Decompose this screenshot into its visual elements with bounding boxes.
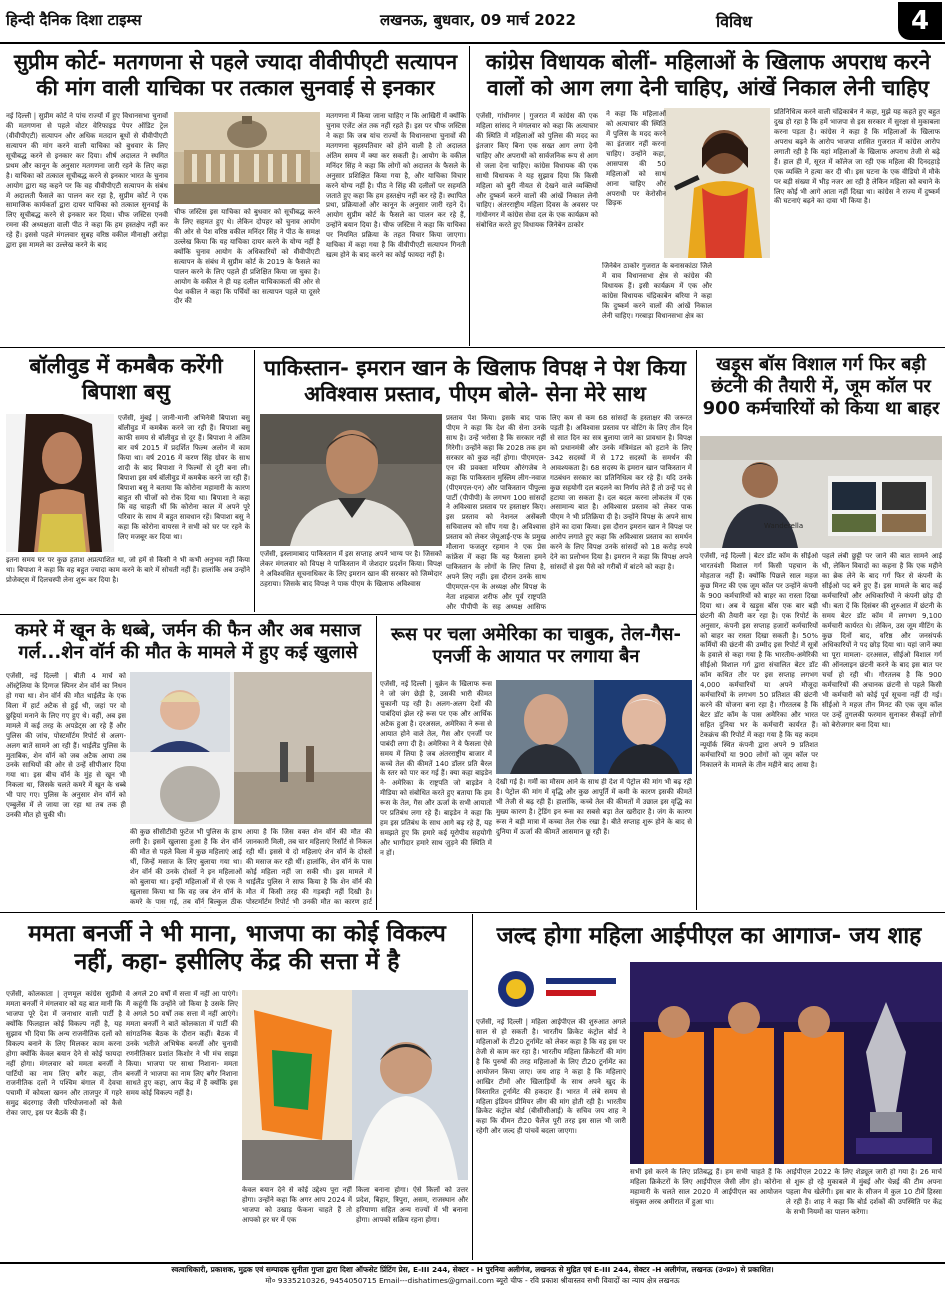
- mamata-body-4: किला बनाना होगा। ऐसे किलों को उत्तर प्रदेश, बिहार, त्रिपुरा, असम, राजस्थान और हरियाणा सहित अन्य राज्यों में भी बनाना होगा। आपको सक्रिय रहना होगा।: [356, 1186, 468, 1224]
- congress-body-4: प्रतिनिधित्व करने वाली चंद्रिकाबेन ने कहा, मुझे यह कहते हुए बहुत दुख हो रहा है कि हमें भाजपा से इस सरकार में सुरक्षा से मुकाबला करना पड़ता है। कांग्रेस ने कहा है कि महिलाओं के खिलाफ अपराध बढ़ने के आरोप भाजपा शासित गुजरात में कांग्रेस आरोप लगाती रही है कि यहां महिलाओं के खिलाफ अपराध तेजी से बढ़े हैं। हाल ही में, सूरत में कॉलेज जा रही एक महिला की दिनदहाड़े एक व्यक्ति ने हत्या कर दी थी। इस घटना के एक वीडियो में मौके पर बड़ी संख्या में भीड़ नजर आ रही है लेकिन महिला को बचाने के लिए कोई भी आगे आता नहीं दिखा था। कांग्रेस ने राज्य में दुष्कर्म की घटनाएं बढ़ने का दावा भी किया है।: [774, 108, 940, 206]
- russia-headline: रूस पर चला अमेरिका का चाबुक, तेल-गैस-एनर्जी के आयात पर लगाया बैन: [391, 624, 681, 667]
- sc-body-2: चीफ जस्टिस इस याचिका को बुधवार को सूचीबद्ध करने के लिए सहमत हुए थे। लेकिन दोपहर को चुनाव आयोग की ओर से पेश वरिष्ठ वकील मनिंदर सिंह ने पीठ के समक्ष उल्लेख किया कि यह याचिका दायर करने के योग्य नहीं है क्योंकि चुनाव आयोग के अधिकारियों को वीवीपीएटी सत्यापन के संबंध में सुप्रीम कोर्ट के 2019 के फैसले का पालन करने के लिए पहले ही प्रशिक्षित किया जा चुका है। आयोग के वकील ने ही यह दलील याचिकाकर्ता की ओर से पेश वकील ने कहा कि पर्चियों का सत्यापन पहले या दूसरे दौर की: [174, 208, 320, 306]
- mamata-rally-photo: [242, 990, 468, 1180]
- sc-body-3: मतगणना में किया जाना चाहिए न कि आखिरी में क्योंकि चुनाव एजेंट अंत तक नहीं रहते हैं। इस पर चीफ जस्टिस ने कहा कि जब यांच राज्यों के विधानसभा चुनावों की मतगणना बृहस्पतिवार को होने वाली है तो अदालत अंतिम समय में क्या कर सकती है। आयोग के वकील मनिंदर सिंह ने कहा कि लोगों को अदालत के फैसले के अनुसार प्रशिक्षित किया गया है, और याचिका विचार करने योग्य नहीं है। पीठ ने सिंह की दलीलों पर सहमति जताते हुए कहा कि हम हस्तक्षेप नहीं कर रहे हैं। स्थापित प्रथा, प्रक्रियाओं और कानून के अनुसार जारी रहने दें। आयोग सुप्रीम कोर्ट के फैसले का पालन कर रहे हैं, उन्होंने बयान दिया है। चीफ जस्टिस ने कहा कि याचिका पर नियमित प्रक्रिया के तहत विचार किया जाएगा। याचिका में कहा गया है कि वीवीपीएटी सत्यापन गिनती खत्म होने के बाद करने का कोई फायदा नहीं है।: [326, 112, 466, 260]
- bipasha-body-1: एजेंसी, मुंबई | जानी-मानी अभिनेत्री बिपाशा बसु बॉलीवुड में कमबैक करने जा रही हैं। बिपाशा बसु काफी समय से बॉलीवुड से दूर हैं। बिपाशा ने अंतिम बार वर्ष 2015 में प्रदर्शित फिल्म अलोन में काम किया था। वर्ष 2016 में करण सिंह ग्रोवर के साथ शादी के बाद बिपाशा ने फिल्मों से दूरी बना ली। बिपाशा इस वर्ष बॉलीवुड में कमबैक करने जा रही हैं। बिपाशा बसु ने बताया कि कोरोना महामारी के कारण बाहुत सी चीजों को रोक दिया था। बिपाशा ने कहा कि वह चाहती थीं कि कोरोना काल में अपने पूरे परिवार के साथ में बहुत सावधान रहें। बिपाशा बसु ने कहा कि कोरोना वायरस ने सभी को घर पर रहने के लिए मजबूर कर दिया था।: [118, 414, 250, 542]
- mamata-headline: ममता बनर्जी ने भी माना, भाजपा का कोई विकल्प नहीं, कहा- इसीलिए केंद्र की सत्ता में है: [28, 921, 446, 976]
- imprint-footer: [0, 1262, 945, 1297]
- page-number: 4: [898, 2, 942, 40]
- bipasha-headline: बॉलीवुड में कमबैक करेंगी बिपाशा बसु: [29, 354, 223, 404]
- ipl-body-1: एजेंसी, नई दिल्ली | महिला आईपीएल की शुरुआत अगले साल से हो सकती है। भारतीय क्रिकेट कंट्रोल बोर्ड ने महिलाओं के टी20 टूर्नामेंट को लेकर कहा है कि वह इस पर तेजी से काम कर रहा है। भारतीय महिला क्रिकेटरों की मांग है कि पुरुषों की तरह महिलाओं के लिए टी20 टूर्नामेंट का आयोजन किया जाए। जय शाह ने कहा है कि महिलाएं आखिर टीमों और खिलाड़ियों के साथ अपने खुद के विस्तारित टूर्नामेंट की हकदार हैं। भारत में लंबे समय से महिला इंडियन प्रीमियर लीग की मांग होती रही है। भारतीय क्रिकेट कंट्रोल बोर्ड (बीसीसीआई) के सचिव जय शाह ने कहा कि वीमन टी20 चैलेंज पूरी तरह इस साल भी जारी रहेगी और जल्द ही पांचवें बदला जाएगा।: [476, 1018, 626, 1136]
- mamata-body-1: एजेंसी, कोलकाता | तृणमूल कांग्रेस सुप्रीमो ममता बनर्जी ने मंगलवार को यह बात मानी कि भाजपा पूरे देश में जनाधार वाली पार्टी है क्योंकि फिलहाल कोई विकल्प नहीं है, यह सुझाव भी दिया कि अन्य राजनीतिक दलों को विकल्प बनाने के लिए मिलकर काम करना होगा क्योंकि केवल बयान देने से कोई फायदा नहीं होगा। मंगलवार को ममता बनर्जी ने पार्टियों का नाम लिए बगैर कहा, तीन राजनीतिक दलों ने पश्चिम बंगाल में देवचा पचामी में कोयला खनन और ताजपुर में गहरे समुद्र बंदरगाह जैसी परियोजनाओं को कैसे रोका जाए, इस पर बैठकें की हैं।: [6, 990, 122, 1118]
- russia-body-2: देखी गई है। गर्मी का मौसम आने के साथ ही देश में पेट्रोल की मांग भी बढ़ रही है। पेट्रोल की मांग में वृद्धि और कुछ आपूर्ति में कमी के कारण इसकी कीमतें भी तेजी से बढ़ रही हैं। हालांकि, कच्चे तेल की कीमतों में उछाल इस वृद्धि का मुख्य कारण है। ट्रेडिंग इन रूस का सबसे बड़ा तेल खरीदार है। जंग के कारण रूस ने बड़ी मात्रा में कच्चा तेल रोक रखा है। बीते सप्ताह शुरू होने के बाद से दुनिया में ऊर्जा की कीमतें आसमान छू रही हैं।: [496, 778, 692, 836]
- column-divider: [472, 914, 473, 1260]
- pakistan-headline: पाकिस्तान- इमरान खान के खिलाफ विपक्ष ने पेश किया अविश्वास प्रस्ताव, पीएम बोले- सेना मेरे साथ: [264, 356, 686, 406]
- mamata-body-2: वे अगले 20 वर्षों में सत्ता में नहीं आ पाएंगे। मैं कहूंगी कि उन्होंने जो किया है उसके लिए वे अगले 50 वर्षों तक सत्ता में नहीं आएंगे। ममता बनर्जी ने बातें कोलकाता में पार्टी की सांगठनिक बैठक के दौरान कहीं। बैठक में उनके भतीजे अभिषेक बनर्जी और चुनावी रणनीतिकार प्रशांत किशोर ने भी मंच साझा किया। भाजपा पर साधा निशाना- ममता बनर्जी ने भाजपा का नाम लिए बगैर निशाना साधते हुए कहा, आप केंद्र में हैं क्योंकि इस समय कोई विकल्प नहीं है।: [126, 990, 238, 1098]
- ipl-body-2: सभी इसे करने के लिए प्रतिबद्ध हैं। हम सभी चाहते हैं कि महिला क्रिकेटरों के लिए आईपीएल जैसी लीग हो। कोरोना महामारी के चलते साल 2020 में आईपीएल का आयोजन संयुक्त अरब अमीरात में हुआ था।: [630, 1168, 782, 1206]
- pakistan-body-3: लिए कम से कम 68 सांसदों के हस्ताक्षर की जरूरत पड़ती है। अविश्वास प्रस्ताव पर वोटिंग के लिए तीन दिन से सात दिन का सत्र बुलाया जाने का प्रावधान है। विपक्ष को प्रधानमंत्री और उनके मंत्रिमंडल को हटाने के लिए 342 सदस्यों में से 172 सदस्यों के समर्थन की आवश्यकता है। 68 सदस्य के इमरान खान पाकिस्तान में गठबंधन सरकार का प्रतिनिधित्व कर रहे हैं। यदि उनके कुछ सहयोगी दल बदलने का निर्णय लेते हैं तो उन्हें पद से हटाया जा सकता है। दल बदल करना लोकतंत्र में एक असामान्य बात है। अविश्वास प्रस्ताव को लेकर पाक पीएम ने भी प्रतिक्रिया दी है। उन्होंने विपक्ष के अपने साथ होने का दावा किया। इस दौरान इमरान खान ने विपक्ष पर आरोप लगाते हुए कहा कि अविश्वास प्रस्ताव का समर्थन करने के लिए विपक्ष उनके सांसदों को 18 करोड़ रुपये देने का प्रलोभन दिया है। इमरान ने कहा कि विपक्ष अपने सांसदों से इस पैसे को गरीबों में बांटने को कहा है।: [550, 414, 692, 572]
- section-rule: [0, 912, 945, 913]
- imprint-line-2: मो० 9335210326, 9454050715 Email---dishatimes@gmail.com ब्यूरो चीफ - रवि प्रकाश श्रीवास्तव सभी विवादों का न्याय क्षेत्र लखनऊ: [265, 1276, 680, 1286]
- sc-body-1: नई दिल्ली | सुप्रीम कोर्ट ने पांच राज्यों में हुए विधानसभा चुनावों की मतगणना से पहले वोटर वेरिफाइड पेपर ऑडिट ट्रेल (वीवीपीएटी) सत्यापन और अधिक मतदान बूथों से वीवीपीएटी सत्यापन की मांग करने वाली याचिका को बुधवार के लिए सूचीबद्ध करने से इनकार कर दिया। शीर्ष अदालत ने स्थगित प्रथम और कानून के अनुसार मतगणना जारी रहने के लिए कहा है। याचिका को तत्काल सूचीबद्ध करने से इनकार भारत के चुनाव आयोग द्वारा यह कहने पर कि वह वीवीपीएटी सत्यापन के संबंध में अदालती फैसले का पालन कर रहा है, सुप्रीम कोर्ट ने एक सामाजिक कार्यकर्ता द्वारा दायर याचिका को तत्काल सुनवाई के लिए सूचीबद्ध करने से इनकार कर दिया। चीफ जस्टिस एनवी रमना की अध्यक्षता वाली पीठ ने कहा कि हम हस्तक्षेप नहीं कर रहे हैं। इससे पहले मंगलवार सुबह वरिष्ठ वकील मीनाक्षी अरोड़ा द्वारा इस मामले का उल्लेख करने के बाद: [6, 112, 168, 250]
- khadus-body-2: पहले लंबी छुट्टी पर जाने की बात सामने आई थी, लेकिन विवादों का कहना है कि एक महीने का ब्रेक लेने के बाद गर्ग फिर से कंपनी के सीईओ पद बने हुए हैं। इस मामले के बाद कई कर्मचारियों और अधिकारियों ने कंपनी छोड़ दी थी। बता दें कि दिसंबर की शुरुआत में छंटनी के समय बेटर डॉट कॉम में लगभग 9,100 कर्मचारी कार्यरत थे। लेकिन, उस जूम मीटिंग के कुछ दिनों बाद, वरिष्ठ और जनसंपर्क अधिकारियों ने पद छोड़ दिया था। यहां जानें क्या था पूरा मामला- दरअसल, सीईओ विशाल गर्ग की ऑनलाइन छंटनी करने के बाद इस बात पर चर्चा हो रही थी। गौरतलब है कि 900 कर्मचारियों की अचानक छंटनी से पहले किसी भी कर्मचारी को कोई पूर्व सूचना नहीं दी गई। सीईओ ने महज तीन मिनट की एक जूम कॉल पर उन्हें तुगलकी फरमान सुनाकर सैकड़ों लोगों को बेरोजगार बना दिया था।: [822, 552, 942, 729]
- imran-khan-photo: [260, 414, 442, 546]
- column-divider: [376, 616, 377, 910]
- russia-body-1: एजेंसी, नई दिल्ली | यूक्रेन के खिलाफ रूस ने जो जंग छेड़ी है, उसकी भारी कीमत चुकानी पड़ रही है। अलग-अलग देशों की पाबंदियां झेल रहे रूस पर एक और आर्थिक अटैक हुआ है। दरअसल, अमेरिका ने रूस से आयात होने वाले तेल, गैस और एनर्जी पर पाबंदी लगा दी है। अमेरिका ने ये फैसला ऐसे समय में लिया है जब अंतरराष्ट्रीय बाजार में कच्चे तेल की कीमतें 140 डॉलर प्रति बैरल के स्तर को पार कर गई हैं। क्या कहा बाइडेन ने- अमेरिका के राष्ट्रपति जो बाइडेन ने मीडिया को संबोधित करते हुए बताया कि हम रूस के तेल, गैस और ऊर्जा के सभी आयातों पर प्रतिबंध लगा रहे हैं। बाइडेन ने कहा कि हम इस प्रतिबंध के साथ आगे बढ़ रहे हैं, यह समझते हुए कि हमारे कई यूरोपीय सहयोगी और भागीदार हमारे साथ जुड़ने की स्थिति में न हों।: [380, 680, 492, 857]
- sc-headline: सुप्रीम कोर्ट- मतगणना से पहले ज्यादा वीवीपीएटी सत्यापन की मांग वाली याचिका पर तत्काल सुनवाई से इनकार: [13, 50, 458, 100]
- photo-caption: Wanderella: [764, 522, 804, 530]
- masthead: हिन्दी दैनिक दिशा टाइम्स: [6, 11, 142, 29]
- womens-t20-photo: [630, 962, 942, 1164]
- column-divider: [696, 350, 697, 910]
- pakistan-body-2: प्रस्ताव पेश किया। इसके बाद पाक पीएम ने कहा कि देश की सेना उनके साथ है। उन्हें भरोसा है कि सरकार नहीं गिरेगी। उन्होंने कहा कि 2028 तक हम सरकार को कुछ नहीं होगा। पीएमएल-एन की प्रवक्ता मरियम औरंगजेब ने कहा कि पाकिस्तान मुस्लिम लीग-नवाज (पीएमएल-एन) और पाकिस्तान पीपुल्स पार्टी (पीपीपी) के लगभग 100 सांसदों ने अविश्वास प्रस्ताव पर हस्ताक्षर किए। इस प्रस्ताव को नेशनल असेंबली सचिवालय को सौंप गया है। अविश्वास प्रस्ताव को लेकर जेयूआई-एफ के प्रमुख मौलाना फजलुर रहमान ने एक प्रेस कांफ्रेंस में कहा कि यह फैसला हमने पाकिस्तान के लोगों के लिए लिया है, अपने लिए नहीं। इस दौरान उनके साथ पीएमएल-एन के अध्यक्ष और विपक्ष के नेता शहबाज शरीफ और पूर्व राष्ट्रपति और पीपीपी के सह अध्यक्ष आसिफ: [446, 414, 546, 611]
- congress-body-1: एजेंसी, गांधीनगर | गुजरात में कांग्रेस की एक महिला सांसद ने मंगलवार को कहा कि अत्याचार की स्थिति में महिलाओं को पुलिस की मदद का इंतजार किए बिना एक सख्त आग लगा देनी चाहिए और अपराधी को सार्वजनिक रूप से आग से जला देना चाहिए। कांग्रेस विधायक की एक साथी विधायक ने यह सुझाव दिया कि किसी महिला को बुरी नीयत से देखने वाले व्यक्तियों और दुष्कर्म करने वालों की आंखें निकाल लेनी चाहिए। अंतरराष्ट्रीय महिला दिवस के अवसर पर गांधीनगर में कांग्रेस सेवा दल के एक कार्यक्रम को संबोधित करते हुए विधायक जिनेबेन ठाकोर: [476, 112, 598, 230]
- khadus-headline: खड़ूस बॉस विशाल गर्ग फिर बड़ी छंटनी की तैयारी में, जूम कॉल पर 900 कर्मचारियों को किया था बाहर: [702, 354, 940, 419]
- bcci-logo: [476, 964, 626, 1014]
- actress-photo: [6, 414, 114, 552]
- column-divider: [254, 350, 255, 612]
- warne-collage-photo: [130, 672, 372, 824]
- warne-body-3: आया है कि जिस वक्त शेन वॉर्न की मौत की जानकारी मिली, तब चार महिलाएं रिसॉर्ट से निकल रही थीं। इससे ये दो महिलाएं शेन वॉर्न के दोस्तों की मसाज कर रही थीं। हालांकि, शेन वॉर्न के पास कोई महिला नहीं जा सकी थी। इस मामले में थाईलैंड पुलिस ने साफ किया है कि शेन वॉर्न की मौत में किसी तरह की गड़बड़ी नहीं दिखी है। पोस्टमॉर्टम रिपोर्ट भी उनकी मौत का कारण हार्ट: [246, 828, 372, 906]
- column-divider: [469, 46, 470, 346]
- ipl-body-3: आईपीएल 2022 के लिए शेड्यूल जारी हो गया है। 26 मार्च से शुरू हो रहे मुकाबले में मुंबई और चेन्नई की टीम अपना पहला मैच खेलेंगी। इस बार के सीजन में कुल 10 टीमें हिस्सा ले रही हैं। शाह ने कहा कि बोर्ड दर्शकों की उपस्थिति पर केंद्र के सभी नियमों का पालन करेगा।: [786, 1168, 942, 1216]
- vishal-garg-photo: [700, 436, 942, 548]
- bipasha-body-2: इतना समय घर पर कुछ हताश अप्रत्याशित था, जो हमें से किसी ने भी कभी अनुभव नहीं किया था। बिपाशा ने कहा कि वह बहुत ज्यादा काम करने के बारे में सोचती नहीं हैं। हालांकि अब उन्होंने प्रोजेक्ट्स में दिलचस्पी लेना शुरू कर दिया है।: [6, 556, 250, 584]
- congress-headline: कांग्रेस विधायक बोलीं- महिलाओं के खिलाफ अपराध करने वालों को आग लगा देनी चाहिए, आंखें निकाल लेनी चाहिए: [485, 50, 931, 100]
- khadus-body-1: एजेंसी, नई दिल्ली | बेटर डॉट कॉम के सीईओ भारतवंशी विशाल गर्ग किसी पहचान के मोहताज नहीं हैं। क्योंकि पिछले साल महज कुछ मिनट की एक जूम कॉल पर उन्होंने कंपनी के 900 कर्मचारियों को बाहर का रास्ता दिखा दिया था। अब वे खड़ूस बॉस एक बार बड़ी छंटनी की तैयारी कर रहा है। एक रिपोर्ट के अनुसार, कंपनी इस सप्ताह हजारों कर्मचारियों को बाहर का रास्ता दिखा सकती है। 50% कर्मियों की छंटनी की उम्मीद इस रिपोर्ट में सूत्रों के हवाले से कहा गया है कि भारतीय-अमेरिकी सीईओ विशाल गर्ग द्वारा संचालित बेटर डॉट कॉम कथित तौर पर इस सप्ताह लगभग 4,000 कर्मचारियों या अपने मौजूदा कर्मचारियों के लगभग 50 प्रतिशत की छंटनी करने की योजना बना रहा है। गौरतलब है कि बेटर डॉट कॉम के पास अमेरिका और भारत सहित दुनिया भर के कर्मचारी कार्यरत हैं। टेकक्रंच की रिपोर्ट में कहा गया है कि यह कदम न्यूयॉर्क स्थित कंपनी द्वारा अपने 9 प्रतिशत कर्मचारियों या 900 लोगों को जूम कॉल पर निकालने के मामले के तीन महीने बाद आया है।: [700, 552, 818, 769]
- warne-headline: कमरे में खून के धब्बे, जर्मन की फैन और अब मसाज गर्ल...शेन वॉर्न की मौत के मामले में हुए कई खुलासे: [15, 620, 361, 663]
- warne-body-2: की कुछ सीसीटीवी फुटेज भी पुलिस के हाथ लगी है। इसमें खुलासा हुआ है कि शेन वॉर्न की मौत से पहले विला में कुछ महिलाएं आई थीं, जिन्हें मसाज के लिए बुलाया गया था। शेन वॉर्न की उनके दोस्तों ने इन महिलाओं को बुलाया था। इन्हीं महिलाओं में से एक ने खुलासा किया था कि वह जब शेन वॉर्न के कमरे के पास गई, तब वॉर्न बिल्कुल ठीक: [130, 828, 242, 906]
- mamata-body-3: केवल बयान देने से कोई उद्देश्य पूरा नहीं होगा। उन्होंने कहा कि अगर आप 2024 में भाजपा को उखाड़ फेंकना चाहते हैं तो आपको हर घर में एक: [242, 1186, 352, 1224]
- congress-body-2: ने कहा कि महिलाओं को अत्याचार की स्थिति में पुलिस के मदद करने का इंतजार नहीं करना चाहिए। उन्होंने कहा, आसपास की 50 महिलाओं को साथ आना चाहिए और अपराधी पर केरोसीन छिड़क: [606, 110, 666, 208]
- dateline: लखनऊ, बुधवार, 09 मार्च 2022: [380, 11, 576, 29]
- putin-biden-photo: [496, 680, 692, 774]
- imprint-line-1: स्वत्वाधिकारी, प्रकाशक, मुद्रक एवं सम्पादक सुनीता गुप्ता द्वारा दिशा ऑफसेट प्रिंटिंग प्रेस, E-III 244, सेक्टर - H पुरनिया अलीगंज, लखनऊ से मुद्रित एवं E-III 244, सेक्टर -H अलीगंज, लखनऊ (उ०प्र०) से प्रकाशित।: [171, 1265, 774, 1274]
- congress-body-3: जिनेबेन ठाकोर गुजरात के बनासकांठा जिले में वाव विधानसभा क्षेत्र से कांग्रेस की विधायक हैं। इसी कार्यक्रम में एक और कांग्रेस विधायक चंद्रिकाबेन बरिया ने कहा कि दुष्कर्म करने वालों की आंखें निकाल लेनी चाहिए। गरबाड़ा विधानसभा क्षेत्र का: [602, 262, 712, 320]
- pakistan-body-1: एजेंसी, इस्लामाबाद पाकिस्तान में इस सप्ताह अपने भाग्य पर है। जिसको लेकर मंगलवार को विपक्ष ने पाकिस्तान में जेशदार प्रदर्शन किया। विपक्ष ने अविश्वसित सूचनाधिकर के लिए इमरान खान की सरकार को जिम्मेदार ठहराया। जिसके बाद विपक्ष ने पाक पीएम के खिलाफ अविश्वास: [260, 550, 442, 588]
- section-rule: [0, 614, 696, 615]
- section-name: विविध: [716, 12, 752, 31]
- supreme-court-photo: [174, 112, 320, 204]
- section-rule: [0, 347, 945, 348]
- ipl-headline: जल्द होगा महिला आईपीएल का आगाज- जय शाह: [496, 923, 922, 949]
- warne-body-1: एजेंसी, नई दिल्ली | बीती 4 मार्च को ऑस्ट्रेलिया के दिग्गज स्पिनर शेन वॉर्न का निधन हो गया था। शेन वॉर्न की मौत थाईलैंड के एक विला में हार्ट अटैक से हुई थी, जहां पर वो छुट्टियां मनाने के लिए गए हुए थे। वहीं, अब इस मामले में कई तरह के अपडेट्स आ रहे हैं और पुलिस की जांच, पोस्टमॉर्टम रिपोर्ट से अलग-अलग बातें सामने आ रही हैं। थाईलैंड पुलिस के मुताबिक, शेन वॉर्न को जब अटैक आया तब उनके साथियों की ओर से उन्हें सीपीआर दिया गया था। इस बीच वॉर्न के मुंह से खून भी निकला था, जिसके चलते कमरे में खून के धब्बे भी पाए गए। पुलिस के अनुसार शेन वॉर्न को एम्बुलेंस में ले जाया जा रहा था तब तक ही उनकी मौत हो चुकी थी।: [6, 672, 126, 820]
